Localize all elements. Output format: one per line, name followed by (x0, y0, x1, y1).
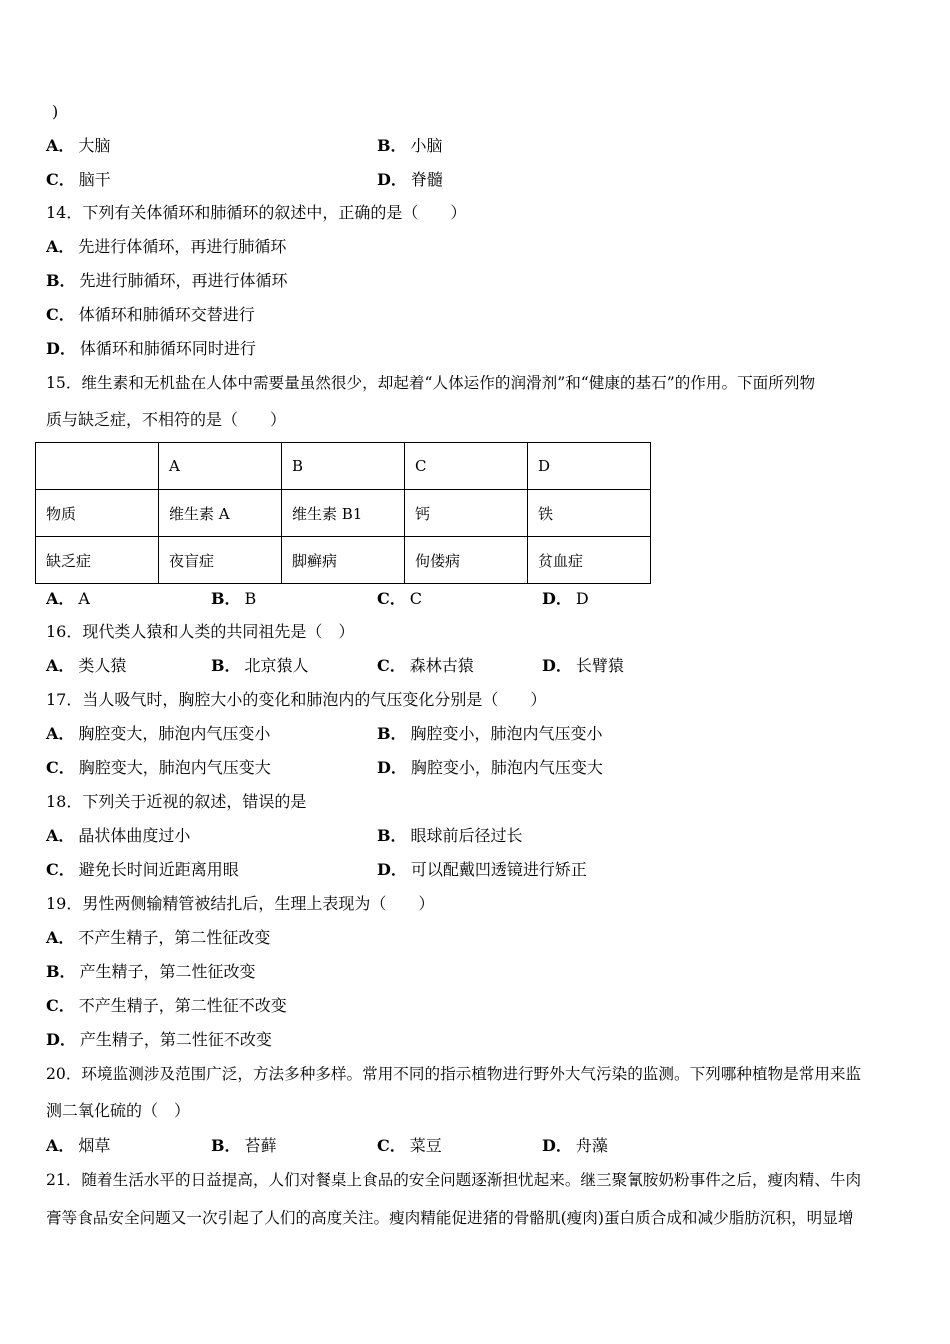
q18-option-b (377, 826, 523, 846)
q14-option-d-label: D． (46, 339, 76, 358)
q19-option-b-text: 产生精子，第二性征改变 (79, 962, 256, 981)
q13-option-d-label: D． (377, 170, 407, 189)
q13-option-d (377, 170, 443, 190)
q18-option-a-label: A． (46, 826, 75, 845)
q15-option-d-text: D (575, 589, 589, 608)
q16-option-d-label: D． (542, 656, 572, 675)
q15-option-d (542, 589, 589, 609)
q15-option-a-label: A． (46, 589, 75, 608)
q14-option-b (46, 271, 288, 291)
q16-option-a (46, 656, 126, 676)
q15-table (35, 442, 651, 584)
q15-option-c-text: C (409, 589, 422, 608)
q17-option-a-label: A． (46, 724, 75, 743)
q19-stem: 19．男性两侧输精管被结扎后，生理上表现为（ ） (46, 894, 435, 913)
table-cell: C (405, 443, 528, 490)
q19-option-a-label: A． (46, 928, 75, 947)
q16-stem: 16．现代类人猿和人类的共同祖先是（ ） (46, 622, 355, 641)
q14-option-d-text: 体循环和肺循环同时进行 (79, 339, 256, 358)
q20-option-a-text: 烟草 (78, 1136, 111, 1155)
q14-stem: 14．下列有关体循环和肺循环的叙述中，正确的是（ ） (46, 203, 467, 222)
q16-option-d (542, 656, 624, 676)
q16-option-b-label: B． (211, 656, 241, 675)
q17-option-b-label: B． (377, 724, 407, 743)
q18-option-b-text: 眼球前后径过长 (410, 826, 523, 845)
q16-option-d-text: 长臂猿 (575, 656, 624, 675)
q20-option-b (211, 1136, 277, 1156)
q16-option-b-text: 北京猿人 (244, 656, 309, 675)
q14-option-c-label: C． (46, 305, 75, 324)
q19-option-c (46, 996, 287, 1016)
q15-stem-line1: 15．维生素和无机盐在人体中需要量虽然很少，却起着“人体运作的润滑剂”和“健康的基石”的作用。下面所列物 (46, 374, 816, 392)
q17-option-a-text: 胸腔变大，肺泡内气压变小 (78, 724, 271, 743)
q17-option-c-text: 胸腔变大，肺泡内气压变大 (78, 758, 271, 777)
q13-option-d-text: 脊髓 (410, 170, 443, 189)
q20-option-a-label: A． (46, 1136, 75, 1155)
table-cell: 佝偻病 (405, 537, 528, 584)
q13-option-a (46, 136, 110, 156)
q16-option-c (377, 656, 474, 676)
q14-option-b-label: B． (46, 271, 76, 290)
q19-option-c-text: 不产生精子，第二性征不改变 (78, 996, 287, 1015)
q19-option-a-text: 不产生精子，第二性征改变 (78, 928, 271, 947)
q16-option-c-text: 森林古猿 (409, 656, 474, 675)
q16-option-a-text: 类人猿 (78, 656, 127, 675)
q20-option-c-text: 菜豆 (409, 1136, 442, 1155)
q20-option-b-label: B． (211, 1136, 241, 1155)
q16-option-b (211, 656, 309, 676)
table-cell: 脚癣病 (282, 537, 405, 584)
q20-option-c (377, 1136, 442, 1156)
q19-option-c-label: C． (46, 996, 75, 1015)
q17-option-a (46, 724, 270, 744)
q20-option-c-label: C． (377, 1136, 406, 1155)
q14-option-d (46, 339, 256, 359)
q13-option-a-text: 大脑 (78, 136, 111, 155)
q13-option-a-label: A． (46, 136, 75, 155)
q20-option-a (46, 1136, 110, 1156)
table-cell: 夜盲症 (159, 537, 282, 584)
q13-option-c-label: C． (46, 170, 75, 189)
q15-option-b (211, 589, 256, 609)
q17-option-d (377, 758, 603, 778)
q18-option-a-text: 晶状体曲度过小 (78, 826, 191, 845)
q20-option-d (542, 1136, 608, 1156)
q18-option-a (46, 826, 190, 846)
table-cell: 贫血症 (528, 537, 651, 584)
q14-option-c (46, 305, 255, 325)
q20-stem-line1: 20．环境监测涉及范围广泛，方法多种多样。常用不同的指示植物进行野外大气污染的监测。下列哪种植物是常用来监 (46, 1065, 862, 1083)
q17-option-c (46, 758, 271, 778)
q18-option-b-label: B． (377, 826, 407, 845)
q14-option-b-text: 先进行肺循环，再进行体循环 (79, 271, 288, 290)
table-cell: 铁 (528, 490, 651, 537)
q18-option-d (377, 860, 587, 880)
q18-stem: 18．下列关于近视的叙述，错误的是 (46, 792, 307, 811)
q20-option-d-label: D． (542, 1136, 572, 1155)
q18-option-c-text: 避免长时间近距离用眼 (78, 860, 239, 879)
q17-stem: 17．当人吸气时，胸腔大小的变化和肺泡内的气压变化分别是（ ） (46, 690, 547, 709)
q15-option-a-text: A (78, 589, 90, 608)
q15-option-c (377, 589, 422, 609)
q14-option-a-text: 先进行体循环，再进行肺循环 (78, 237, 287, 256)
q16-option-c-label: C． (377, 656, 406, 675)
q13-option-c-text: 脑干 (78, 170, 111, 189)
q13-option-b (377, 136, 443, 156)
q18-option-c (46, 860, 239, 880)
q18-option-d-text: 可以配戴凹透镜进行矫正 (410, 860, 587, 879)
table-cell: B (282, 443, 405, 490)
q16-option-a-label: A． (46, 656, 75, 675)
q13-option-c (46, 170, 111, 190)
q18-option-c-label: C． (46, 860, 75, 879)
q15-option-d-label: D． (542, 589, 572, 608)
table-cell: 物质 (36, 490, 159, 537)
table-row (36, 490, 651, 537)
q15-stem-line2: 质与缺乏症，不相符的是（ ） (46, 410, 287, 429)
q17-option-d-text: 胸腔变小，肺泡内气压变大 (410, 758, 603, 777)
q20-option-b-text: 苔藓 (244, 1136, 277, 1155)
q13-stem-tail: ) (52, 102, 59, 121)
table-cell: D (528, 443, 651, 490)
q13-option-b-text: 小脑 (410, 136, 443, 155)
table-cell: 钙 (405, 490, 528, 537)
q19-option-b (46, 962, 256, 982)
q20-stem-line2: 测二氧化硫的（ ） (46, 1101, 191, 1120)
q17-option-c-label: C． (46, 758, 75, 777)
q19-option-d-text: 产生精子，第二性征不改变 (79, 1030, 272, 1049)
q18-option-d-label: D． (377, 860, 407, 879)
q17-option-d-label: D． (377, 758, 407, 777)
q15-option-a (46, 589, 90, 609)
table-cell: 维生素 A (159, 490, 282, 537)
q19-option-d-label: D． (46, 1030, 76, 1049)
q21-stem-line1: 21．随着生活水平的日益提高，人们对餐桌上食品的安全问题逐渐担忧起来。继三聚氰胺奶粉事件之后，瘦肉精、牛肉 (46, 1171, 862, 1189)
table-cell (36, 443, 159, 490)
q15-option-c-label: C． (377, 589, 406, 608)
q20-option-d-text: 舟藻 (575, 1136, 608, 1155)
q13-option-b-label: B． (377, 136, 407, 155)
q14-option-a-label: A． (46, 237, 75, 256)
table-row (36, 537, 651, 584)
q19-option-b-label: B． (46, 962, 76, 981)
q14-option-a (46, 237, 286, 257)
table-cell: A (159, 443, 282, 490)
q21-stem-line2: 膏等食品安全问题又一次引起了人们的高度关注。瘦肉精能促进猪的骨骼肌(瘦肉)蛋白质合成和减少脂肪沉积，明显增 (46, 1209, 854, 1227)
q19-option-a (46, 928, 270, 948)
q17-option-b (377, 724, 603, 744)
table-cell: 缺乏症 (36, 537, 159, 584)
q15-option-b-label: B． (211, 589, 241, 608)
q14-option-c-text: 体循环和肺循环交替进行 (78, 305, 255, 324)
q15-option-b-text: B (244, 589, 257, 608)
table-cell: 维生素 B1 (282, 490, 405, 537)
q19-option-d (46, 1030, 272, 1050)
table-row (36, 443, 651, 490)
q17-option-b-text: 胸腔变小，肺泡内气压变小 (410, 724, 603, 743)
